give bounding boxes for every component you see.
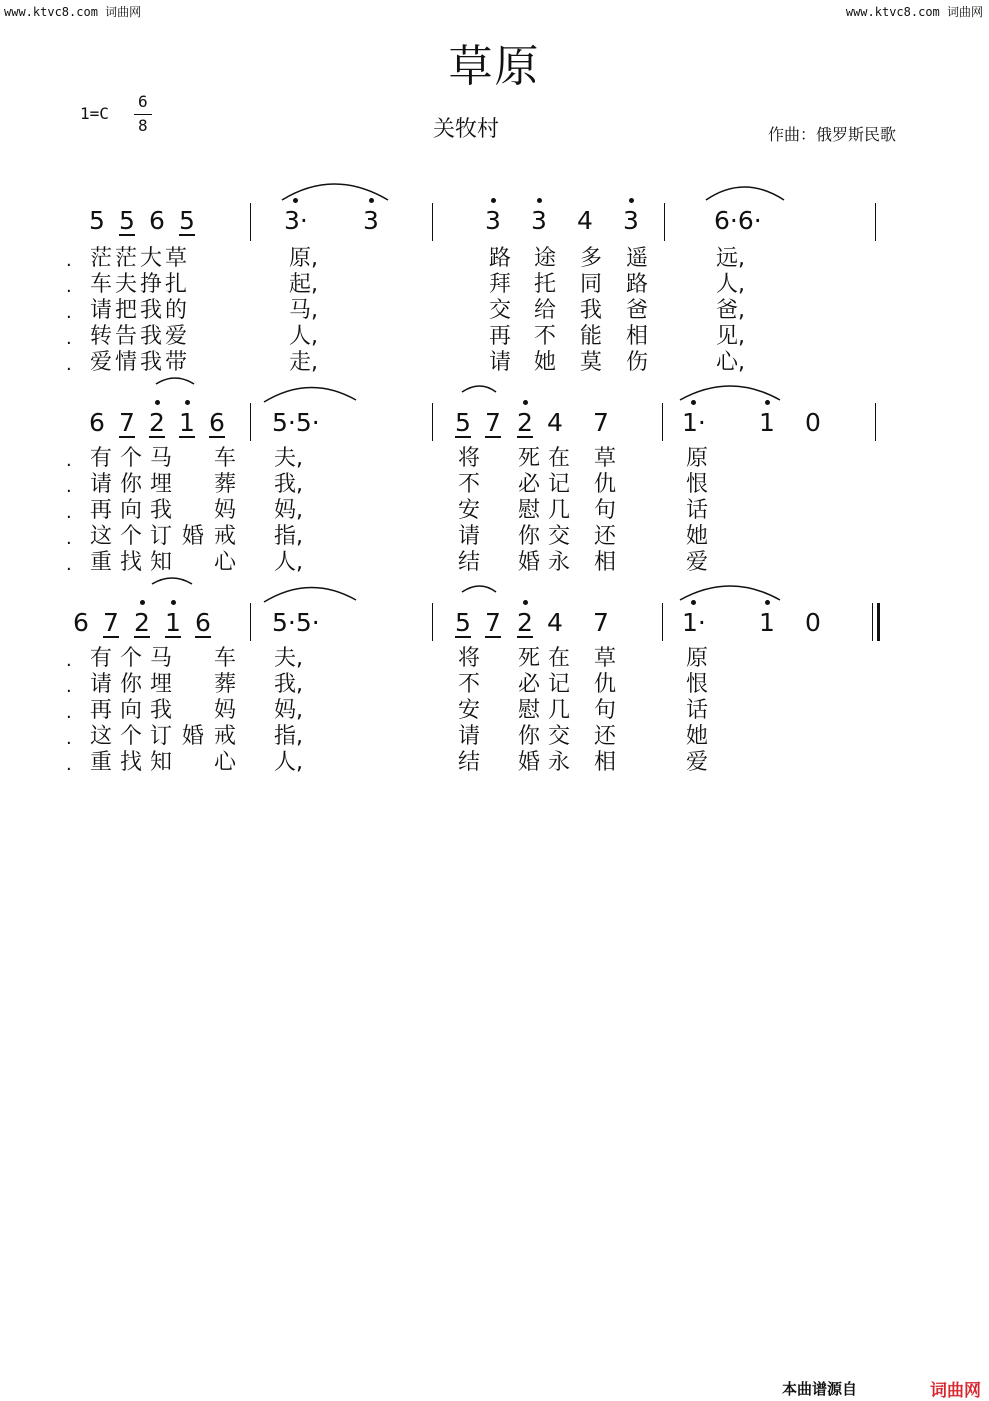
note: 5 [89, 206, 105, 235]
note: 4 [547, 408, 563, 437]
lyric: 婚 [518, 750, 541, 775]
lyric: 马 [150, 446, 173, 471]
watermark-left: www.ktvc8.com 词曲网 [4, 5, 142, 19]
lyric: 必 [518, 672, 541, 697]
note: 6 [209, 408, 225, 437]
lyric: 我 [150, 498, 173, 523]
lyric: 不 [534, 324, 557, 349]
lyric: 交 [489, 298, 512, 323]
verse-dot: . [66, 276, 72, 297]
note: 2 [131, 608, 153, 638]
lyric: 人, [274, 550, 303, 575]
lyric: 不 [458, 472, 481, 497]
lyric: 句 [594, 698, 617, 723]
lyric: 句 [594, 498, 617, 523]
lyric: 路 [626, 272, 649, 297]
lyric: 有 [90, 646, 113, 671]
lyric: 再 [90, 698, 113, 723]
lyric: 重 [90, 550, 113, 575]
note: 5 [179, 206, 195, 235]
lyric: 交 [548, 524, 571, 549]
note: 4 [577, 206, 593, 235]
lyric: 有 [90, 446, 113, 471]
lyric: 几 [548, 698, 571, 723]
lyric: 再 [489, 324, 512, 349]
lyric: 找 [120, 550, 143, 575]
slur-arc [152, 578, 192, 584]
lyric: 不 [458, 672, 481, 697]
lyric: 同 [580, 272, 603, 297]
lyric: 记 [548, 672, 571, 697]
verse-dot: . [66, 328, 72, 349]
verse-dot: . [66, 302, 72, 323]
lyric: 慰 [518, 698, 541, 723]
lyric: 这 [90, 524, 113, 549]
lyric: 知 [150, 750, 173, 775]
lyric: 妈, [274, 698, 303, 723]
note: 0 [805, 608, 821, 637]
lyric: 结 [458, 550, 481, 575]
note: 3 [360, 206, 382, 236]
lyric: 夫, [274, 446, 303, 471]
note: 3 [620, 206, 642, 236]
lyric: 马 [150, 646, 173, 671]
verse-dot: . [66, 754, 72, 775]
note: 1 [756, 608, 778, 638]
slur-arc [462, 586, 496, 592]
lyric: 个 [120, 646, 143, 671]
lyric: 订 [150, 524, 173, 549]
lyric: 埋 [150, 672, 173, 697]
lyric: 交 [548, 724, 571, 749]
lyric: 她 [686, 524, 709, 549]
slur-arc [706, 187, 784, 200]
note: 7 [119, 408, 135, 437]
lyric: 请 [90, 672, 113, 697]
verse-dot: . [66, 554, 72, 575]
lyric: 将 [458, 446, 481, 471]
lyric: 妈, [274, 498, 303, 523]
note: 7 [593, 408, 609, 437]
lyric: 安 [458, 498, 481, 523]
lyric: 恨 [686, 672, 709, 697]
lyric: 订 [150, 724, 173, 749]
lyric: 个 [120, 724, 143, 749]
lyric: 你 [518, 524, 541, 549]
lyric: 我 [150, 698, 173, 723]
note: 1 [176, 408, 198, 438]
lyric: 将 [458, 646, 481, 671]
lyric: 人, [274, 750, 303, 775]
note: 3· [284, 206, 318, 236]
lyric: 重 [90, 750, 113, 775]
lyric: 我, [274, 472, 303, 497]
lyric: 人, [716, 272, 745, 297]
verse-dot: . [66, 502, 72, 523]
performer: 关牧村 [433, 117, 500, 142]
lyric: 原 [686, 446, 709, 471]
note: 0 [805, 408, 821, 437]
footer-site-logo[interactable]: 词曲网 [930, 1381, 981, 1401]
note: 6 [195, 608, 211, 637]
time-signature-top: 6 [138, 92, 148, 111]
note: 5 [455, 408, 471, 437]
note: 7 [485, 408, 501, 437]
lyric: 个 [120, 446, 143, 471]
lyric: 起, [289, 272, 318, 297]
composer-credit: 作曲：俄罗斯民歌 [768, 125, 897, 144]
note: 7 [103, 608, 119, 637]
lyric: 永 [548, 550, 571, 575]
lyric: 戒 [214, 524, 237, 549]
lyric: 她 [534, 350, 557, 375]
note: 5·5· [272, 408, 320, 437]
lyric: 恨 [686, 472, 709, 497]
lyric: 她 [686, 724, 709, 749]
watermark-right: www.ktvc8.com 词曲网 [845, 5, 983, 19]
lyric: 安 [458, 698, 481, 723]
note: 5·5· [272, 608, 320, 637]
lyric: 向 [120, 698, 143, 723]
lyric: 个 [120, 524, 143, 549]
verse-dot: . [66, 354, 72, 375]
lyric: 这 [90, 724, 113, 749]
slur-arc [680, 386, 780, 400]
note: 2 [514, 408, 536, 438]
lyric: 能 [580, 324, 603, 349]
lyric: 茫茫大草 [90, 246, 191, 271]
note: 6 [149, 206, 165, 235]
lyric: 请把我的 [90, 298, 191, 323]
lyric: 远, [716, 246, 745, 271]
lyric: 死 [518, 646, 541, 671]
lyric: 指, [274, 524, 303, 549]
lyric: 爸 [626, 298, 649, 323]
lyric: 请 [458, 524, 481, 549]
lyric: 请 [458, 724, 481, 749]
lyric: 在 [548, 646, 571, 671]
song-title: 草原 [448, 41, 541, 92]
note: 6 [89, 408, 105, 437]
lyric: 草 [594, 446, 617, 471]
lyric: 慰 [518, 498, 541, 523]
lyric: 原 [686, 646, 709, 671]
lyric: 给 [534, 298, 557, 323]
lyric: 遥 [626, 246, 649, 271]
lyric: 再 [90, 498, 113, 523]
lyric: 车夫挣扎 [90, 272, 191, 297]
slur-arc [264, 387, 356, 402]
lyric: 心 [214, 550, 237, 575]
lyric: 记 [548, 472, 571, 497]
note: 7 [485, 608, 501, 637]
lyric: 爱情我带 [90, 350, 191, 375]
slur-arc [282, 184, 388, 200]
note: 4 [547, 608, 563, 637]
note: 2 [514, 608, 536, 638]
verse-dot: . [66, 528, 72, 549]
note: 3 [528, 206, 550, 236]
lyric: 永 [548, 750, 571, 775]
lyric: 葬 [214, 672, 237, 697]
lyric: 妈 [214, 498, 237, 523]
lyric: 还 [594, 524, 617, 549]
verse-dot: . [66, 676, 72, 697]
lyric: 伤 [626, 350, 649, 375]
lyric: 还 [594, 724, 617, 749]
verse-dot: . [66, 650, 72, 671]
lyric: 走, [289, 350, 318, 375]
lyric: 爱 [686, 550, 709, 575]
lyric: 相 [626, 324, 649, 349]
note: 6 [73, 608, 89, 637]
verse-dot: . [66, 728, 72, 749]
footer-source: 本曲谱源自 [782, 1380, 858, 1398]
lyric: 葬 [214, 472, 237, 497]
note: 6·6· [714, 206, 762, 235]
lyric: 死 [518, 446, 541, 471]
lyric: 向 [120, 498, 143, 523]
lyric: 话 [686, 698, 709, 723]
lyric: 戒 [214, 724, 237, 749]
lyric: 爸, [716, 298, 745, 323]
lyric: 必 [518, 472, 541, 497]
lyric: 我 [580, 298, 603, 323]
lyric: 车 [214, 646, 237, 671]
verse-dot: . [66, 250, 72, 271]
lyric: 话 [686, 498, 709, 523]
lyric: 知 [150, 550, 173, 575]
note: 1 [756, 408, 778, 438]
lyric: 几 [548, 498, 571, 523]
lyric: 心, [716, 350, 745, 375]
verse-dot: . [66, 476, 72, 497]
lyric: 结 [458, 750, 481, 775]
lyric: 心 [214, 750, 237, 775]
lyric: 你 [120, 472, 143, 497]
time-signature-bottom: 8 [138, 116, 148, 135]
lyric: 马, [289, 298, 318, 323]
key-signature: 1=C [80, 104, 109, 123]
lyric: 埋 [150, 472, 173, 497]
lyric: 仇 [594, 672, 617, 697]
lyric: 你 [518, 724, 541, 749]
lyric: 相 [594, 750, 617, 775]
note: 1· [682, 608, 712, 638]
lyric: 人, [289, 324, 318, 349]
note: 3 [482, 206, 504, 236]
slur-arc [462, 386, 496, 392]
lyric: 指, [274, 724, 303, 749]
lyric: 见, [716, 324, 745, 349]
note: 5 [119, 206, 135, 235]
slur-arc [680, 586, 780, 600]
lyric: 婚 [182, 524, 205, 549]
note: 1· [682, 408, 712, 438]
lyric: 草 [594, 646, 617, 671]
slur-arc [156, 378, 194, 384]
note: 5 [455, 608, 471, 637]
lyric: 莫 [580, 350, 603, 375]
lyric: 婚 [182, 724, 205, 749]
lyric: 途 [534, 246, 557, 271]
lyric: 托 [534, 272, 557, 297]
lyric: 仇 [594, 472, 617, 497]
slur-arc [264, 587, 356, 602]
lyric: 多 [580, 246, 603, 271]
lyric: 我, [274, 672, 303, 697]
lyric: 路 [489, 246, 512, 271]
lyric: 在 [548, 446, 571, 471]
lyric: 请 [489, 350, 512, 375]
note: 7 [593, 608, 609, 637]
verse-dot: . [66, 450, 72, 471]
lyric: 原, [289, 246, 318, 271]
note: 2 [146, 408, 168, 438]
lyric: 找 [120, 750, 143, 775]
verse-dot: . [66, 702, 72, 723]
lyric: 相 [594, 550, 617, 575]
lyric: 请 [90, 472, 113, 497]
lyric: 你 [120, 672, 143, 697]
lyric: 夫, [274, 646, 303, 671]
lyric: 婚 [518, 550, 541, 575]
lyric: 车 [214, 446, 237, 471]
lyric: 妈 [214, 698, 237, 723]
note: 1 [162, 608, 184, 638]
lyric: 拜 [489, 272, 512, 297]
lyric: 转告我爱 [90, 324, 191, 349]
lyric: 爱 [686, 750, 709, 775]
